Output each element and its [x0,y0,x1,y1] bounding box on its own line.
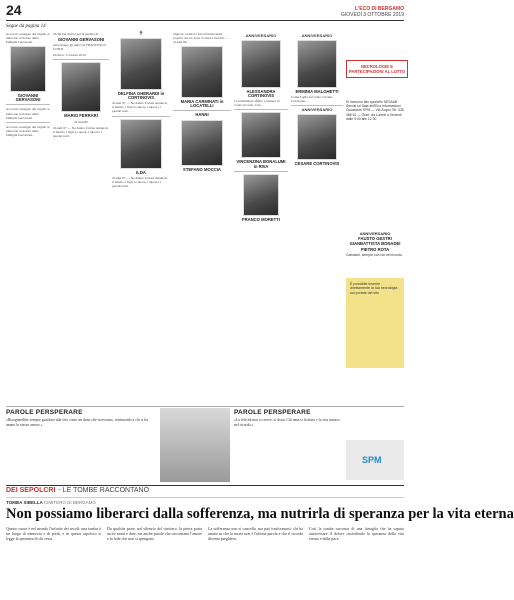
obit-column-7 [346,230,404,257]
promo-box [346,278,404,368]
anniversary-label-2: ANNIVERSARIO [301,107,333,113]
obit-text: Carissimi, sempre con noi nel ricordo. [346,252,403,257]
parole-text-2: «La felicità non si riceve, si dona. Chi ama si fa dono e la vita rinasce nel ricordo.» [234,418,340,427]
obit-note: Orobico, 3 ottobre 2019 [53,53,86,58]
obit-name: GIOVANNI GERVASONI [57,37,105,43]
section-title [6,487,149,494]
obit-photo [120,38,162,90]
obit-photo-2 [181,120,223,166]
article-paragraph: La sofferenza non si cancella, ma può trasformarsi: chi ha amato sa che la morte non è l'ultima parola e che il ricordo diventa preghiera. [208,526,303,541]
obit-name: DELFINA GHERARDI in CORTINOVIS [117,91,165,101]
obit-photo-3 [243,174,279,216]
obit-photo-2 [297,114,337,160]
obit-name: MARIA CARMINATI in LOCATELLI [180,99,224,109]
obit-name: ALESSANDRA CORTINOVIS [246,89,276,99]
obit-text: Come foglie sul vento colonne l'orizzonte... [291,95,333,104]
article-paragraph: Questo cuore è nel mondo l'infinito dei secoli: una tomba è un luogo di memoria e di pietà, e in questo sepolcro si legge la speranza di chi resta. [6,526,101,541]
mid-c5-name: FRANCO MORETTI [242,216,280,222]
mid-c6-name: STEFANO MOCCIA [183,166,221,172]
necrologie-box: NECROLOGIE E PARTECIPAZIONI AL LUTTO [346,60,408,78]
obit-name-2: CESARE CORTINOVIS [294,161,340,167]
mid-c4-name: HANNI [195,112,209,118]
section-bar [6,485,404,498]
obit-column-6 [291,32,343,402]
mid-sub: di anni 80 [74,119,88,124]
obit-text-3: Accorato sostegno dei cugini: si uniscono al dolore della famiglia Gervasoni. [6,124,50,137]
obit-text-2: di anni 97 — Ne danno il triste annuncio il marito, i figli, le nuore, i nipoti e i parenti tutti. [112,175,168,188]
article-paragraph: Da qualche parte, nel silenzio del cimitero, la pietra porta incisi nomi e date, ma anche parole che raccontano l'amore e la fede che non si spengono. [107,526,202,541]
obit-text: Vicini nel dolore per la perdita di [53,32,98,36]
anniversary-label: ANNIVERSARIO [359,231,391,236]
obit-text: Signore, rendici e fai si felicità nella propria che tu, dove ci attiri e trascini. — di anni 86 [173,32,229,45]
obit-text: Accorato sostegno dei cugini: si uniscono al dolore della famiglia Gervasoni. [6,32,50,45]
mid-name: MARIO FERRARI [64,113,98,119]
obit-column-5 [234,32,288,402]
byline-sub: CIMITERO DI BERGAMO [43,500,96,505]
obit-photo-2 [120,119,162,169]
publication-name: L'ECO DI BERGAMO [355,6,404,12]
obit-name-2: GIANBATTISTA BONADEI [349,241,401,247]
statue-image [160,408,230,482]
obit-text-2: Accorato sostegno dei cugini: si uniscono al dolore della famiglia Gervasoni. [6,107,50,120]
page-number: 24 [6,2,22,18]
article-headline: Non possiamo liberarci dalla sofferenza, ma nutrirla di speranza per la vita eterna [6,506,514,522]
obit-column-1 [6,32,50,402]
obit-name-3: PIETRO ROTA [360,246,390,252]
byline [6,500,96,505]
obit-name: ERMINIA MALGHETTI [295,89,339,95]
obit-name: GIOVANNI GERVASONI [15,93,41,103]
byline-name: TOMBA SIBELLA [6,500,43,505]
obit-photo [297,40,337,88]
page-header [6,2,404,21]
obit-text-2: di anni 97 — Ne danno il triste annuncio il marito, i figli, le nuore, i nipoti e i parenti tutti. [53,125,109,138]
obit-photo [241,40,281,88]
obit-photo-2 [241,112,281,158]
section-name: DEI SEPOLCRI [6,487,56,494]
parole-title-2: PAROLE PERSPERARE [234,409,311,416]
parole-title: PAROLE PERSPERARE [6,409,83,416]
publication-date: GIOVEDÌ 3 OTTOBRE 2019 [341,12,404,18]
obit-name-2: VINCENZINA BONALUMI in RIVA [236,159,286,169]
obit-text: Con immutato affetto e sempre in vostro ricordo. Ciao. [234,99,280,108]
parole-text: «Bisognerebbe sempre guardare alla vita come un dono che riceviamo, restituendo a chi ci ha amato lo stesso amore.» [6,418,149,427]
obit-name: FAUSTO GESTRI [358,236,392,242]
promo-text: È possibile inserire direttamente la tua necrologia sul portale del sito [350,282,398,295]
obit-text: di anni 97 — Ne danno il triste annuncio il marito, i figli, le nuore, i nipoti e i parenti tutti. [112,101,168,114]
mid-c3-name: ILDA [136,169,146,175]
article-paragraph: Così la tomba racconta di una famiglia che ha saputo attraversare il dolore custodendo la speranza della vita eterna e della pace. [309,526,404,541]
section-sub: - LE TOMBE RACCONTANO [58,487,150,494]
article-body [6,527,404,597]
segue-label: Segue da pagina 14 [6,24,46,29]
obit-photo [10,46,46,92]
spm-logo: SPM [362,455,382,465]
obit-column-2 [53,32,109,402]
anniversary-label: ANNIVERSARIO [245,33,277,38]
publication-info [341,6,404,18]
obit-column-4 [173,32,231,402]
obit-photo [61,62,101,112]
obit-photo [181,46,223,98]
obit-sub: partecipano gli amici di FRANCESCO CONTI [53,43,106,52]
obit-column-3: ✝ DELFINA GHERARDI in CORTINOVIS di anni 97 — Ne danno il triste annuncio il marito, i figli, le nuore, i nipoti e i parenti tutti. ILDA di anni 97 — Ne danno il triste annuncio il marito, i figli, le nuore, i nipoti e i parenti tutti. [112,32,170,402]
separator [6,406,404,407]
info-text: Si ricevono allo sportello SESAAB Servizi srl Sala dell'Eco Informazioni Occasione SPM — Via Zogno Tel. 035 386 61 — Orari: da Lunedì a Venerdì dalle 9.00 alle 12.30 [346,100,404,121]
anniversary-label: ANNIVERSARIO [301,33,333,38]
